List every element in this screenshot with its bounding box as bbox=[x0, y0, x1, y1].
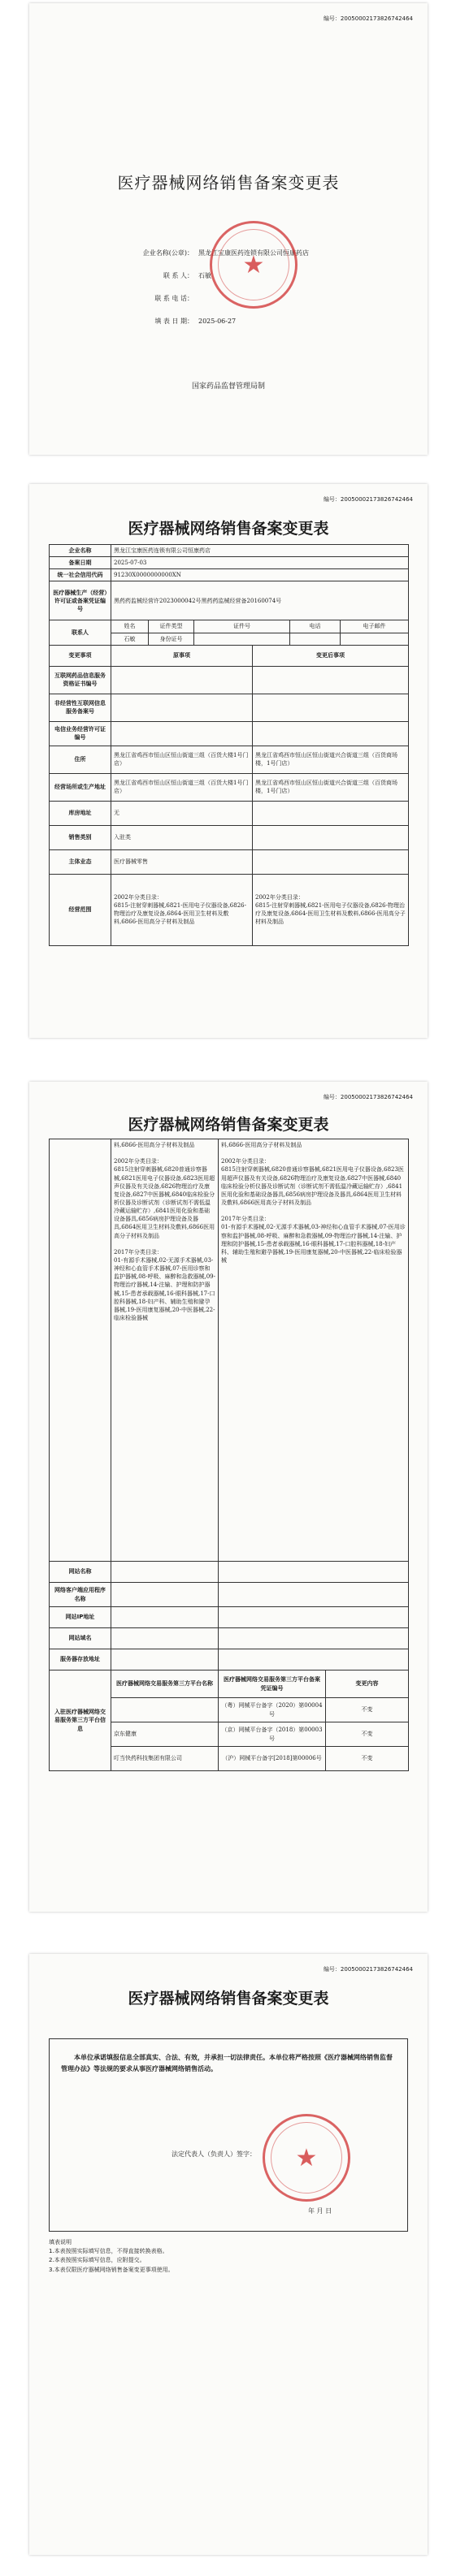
after-cell bbox=[219, 1649, 409, 1671]
change-header-row bbox=[50, 645, 409, 666]
form-page-3 bbox=[29, 1954, 428, 2555]
before-cell: 黑龙江省鸡西市恒山区恒山街道三组（百货大楼1号门店） bbox=[111, 746, 253, 773]
after-cell bbox=[253, 801, 409, 825]
cover-page bbox=[29, 3, 428, 455]
document-number: 编号：20050002173826742464 bbox=[323, 496, 413, 503]
table-cell bbox=[194, 633, 290, 645]
table-cell: 身份证号 bbox=[149, 633, 194, 645]
row-label: 服务器存放地址 bbox=[50, 1649, 111, 1671]
table-row bbox=[50, 545, 409, 557]
table-cell bbox=[341, 633, 409, 645]
table-row bbox=[50, 1607, 409, 1628]
row-label: 电信业务经营许可证编号 bbox=[50, 721, 111, 746]
form-title: 医疗器械网络销售备案变更表 bbox=[128, 1990, 329, 2008]
before-cell bbox=[111, 1607, 219, 1628]
scope-continued-row bbox=[50, 1139, 409, 1562]
column-header: 医疗器械网络交易服务第三方平台备案凭证编号 bbox=[219, 1671, 326, 1698]
row-label: 医疗器械生产（经营）许可证或备案凭证编号 bbox=[50, 581, 111, 620]
column-header: 原事项 bbox=[111, 645, 253, 666]
after-cell bbox=[219, 1607, 409, 1628]
change-table-continued bbox=[49, 1139, 409, 1771]
row-label: 网站域名 bbox=[50, 1628, 111, 1649]
column-header: 姓名 bbox=[111, 620, 149, 633]
before-cell: 2002年分类目录： 6815-注射穿刺器械,6821-医用电子仪器设备,6826-物理治疗及康复设备,6864-医用卫生材料及敷料,6866-医用高分子材料及制品 bbox=[111, 874, 253, 945]
column-header: 证件类型 bbox=[149, 620, 194, 633]
column-header: 医疗器械网络交易服务第三方平台名称 bbox=[111, 1671, 219, 1698]
before-cell: 黑龙江省鸡西市恒山区恒山街道三组（百货大楼1号门店） bbox=[111, 773, 253, 801]
column-header: 电子邮件 bbox=[341, 620, 409, 633]
before-cell bbox=[111, 1562, 219, 1583]
row-value: 黑龙江宝康医药连锁有限公司恒康药店 bbox=[111, 545, 409, 557]
before-cell bbox=[111, 694, 253, 721]
issuer-footer: 国家药品监督管理局制 bbox=[191, 383, 265, 391]
row-label: 统一社会信用代码 bbox=[50, 569, 111, 581]
form-page-1 bbox=[29, 484, 428, 1038]
before-cell bbox=[111, 1583, 219, 1607]
note-item: 3.本表仅限医疗器械网络销售备案变更事项使用。 bbox=[49, 2266, 174, 2273]
row-label: 库房地址 bbox=[50, 801, 111, 825]
note-item: 2.本表按照实际填写信息，应附提交。 bbox=[49, 2257, 145, 2264]
after-cell bbox=[253, 666, 409, 694]
declaration-text: 本单位承诺填报信息全部真实、合法、有效，并承担一切法律责任。本单位将严格按照《医疗器械网络销售监督管理办法》等法规的要求从事医疗器械网络销售活动。 bbox=[61, 2054, 393, 2072]
table-row bbox=[50, 825, 409, 849]
document-number: 编号：20050002173826742464 bbox=[323, 15, 413, 22]
table-row bbox=[50, 557, 409, 569]
before-cell: 入驻类 bbox=[111, 825, 253, 849]
after-cell: 2002年分类目录： 6815-注射穿刺器械,6821-医用电子仪器设备,6826-物理治疗及康复设备,6864-医用卫生材料及敷料,6866-医用高分子材料及制品 bbox=[253, 874, 409, 945]
table-row bbox=[50, 1583, 409, 1607]
after-cell bbox=[253, 721, 409, 746]
after-cell bbox=[253, 825, 409, 849]
row-label: 经营场所或生产地址 bbox=[50, 773, 111, 801]
form-title: 医疗器械网络销售备案变更表 bbox=[128, 520, 329, 538]
table-row bbox=[50, 1649, 409, 1671]
fill-notes bbox=[49, 2238, 408, 2275]
field-label: 联 系 人： bbox=[163, 272, 193, 279]
after-cell: 料,6866-医用高分子材料及制品 2002年分类目录： 6815注射穿刺器械,6820普通诊察器械,6821医用电子仪器设备,6823医用超声仪器及有关设备,6826物理治疗及康复设备,6827中医器械,6840临床检验分析仪器及诊断试剂（诊断试剂不需低温冷藏运输贮存）,6841医用化验和基础设备器具,6856病房护理设备及器具,6864医用卫生材料及敷料,6866医用高分子材料及制品 2017年分类目录： 01-有源手术器械,02-无源手术器械,03-神经和心血管手术器械,07-医用诊察和监护器械,08-呼吸、麻醉和急救器械,09-物理治疗器械,14-注输、护理和防护器械,15-患者承载器械,16-眼科器械,17-口腔科器械,18-妇产科、辅助生殖和避孕器械,19-医用康复器械,20-中医器械,22-临床检验器械 bbox=[219, 1139, 409, 1562]
table-row bbox=[50, 849, 409, 874]
contact-person-field bbox=[135, 271, 211, 280]
table-cell: 石敏 bbox=[111, 633, 149, 645]
table-row bbox=[50, 569, 409, 581]
field-label: 填 表 日 期： bbox=[154, 318, 193, 325]
after-cell bbox=[219, 1628, 409, 1649]
table-cell: 不变 bbox=[326, 1747, 409, 1771]
after-cell: 黑龙江省鸡西市恒山区恒山街道兴合街道三组（百货商场楼，1号门店） bbox=[253, 773, 409, 801]
document-number: 编号：20050002173826742464 bbox=[323, 1966, 413, 1973]
table-row bbox=[50, 581, 409, 620]
note-item: 1.本表按照实际填写信息，不得直接转换表格。 bbox=[49, 2248, 168, 2255]
table-row bbox=[50, 666, 409, 694]
table-cell: 不变 bbox=[326, 1698, 409, 1722]
contact-header-row bbox=[50, 620, 409, 633]
row-label: 备案日期 bbox=[50, 557, 111, 569]
before-cell bbox=[111, 666, 253, 694]
column-header: 变更后事项 bbox=[253, 645, 409, 666]
form-title: 医疗器械网络销售备案变更表 bbox=[128, 1116, 329, 1134]
column-header: 变更事项 bbox=[50, 645, 111, 666]
field-value: 黑龙江宝康医药连锁有限公司恒康药店 bbox=[198, 249, 309, 257]
table-row bbox=[50, 694, 409, 721]
platform-header-row bbox=[50, 1671, 409, 1698]
row-label: 入驻医疗器械网络交易服务第三方平台信息 bbox=[50, 1671, 111, 1771]
row-value: 2025-07-03 bbox=[111, 557, 409, 569]
before-cell: 无 bbox=[111, 801, 253, 825]
row-label: 经营范围 bbox=[50, 874, 111, 945]
row-label: 联系人 bbox=[50, 620, 111, 645]
scope-row bbox=[50, 874, 409, 945]
after-cell bbox=[253, 849, 409, 874]
row-label: 网站名称 bbox=[50, 1562, 111, 1583]
column-header: 电话 bbox=[290, 620, 341, 633]
official-seal: ★ bbox=[210, 221, 297, 309]
table-row bbox=[50, 801, 409, 825]
form-page-2 bbox=[29, 1082, 428, 1912]
document-number: 编号：20050002173826742464 bbox=[323, 1094, 413, 1100]
table-cell: 京东健康 bbox=[111, 1722, 219, 1747]
notes-heading: 填表说明 bbox=[49, 2239, 72, 2245]
table-cell bbox=[111, 1698, 219, 1722]
signature-date: 年 月 日 bbox=[308, 2207, 332, 2215]
row-value: 91230X0000000000XN bbox=[111, 569, 409, 581]
declaration-box bbox=[49, 2038, 408, 2232]
row-label: 主体业态 bbox=[50, 849, 111, 874]
row-label: 企业名称 bbox=[50, 545, 111, 557]
before-cell: 料,6866-医用高分子材料及制品 2002年分类目录： 6815注射穿刺器械,6820普通诊察器械,6821医用电子仪器设备,6823医用超声仪器及有关设备,6826物理治疗及康复设备,6827中医器械,6840临床检验分析仪器及诊断试剂（诊断试剂不需低温冷藏运输贮存）,6841医用化验和基础设备器具,6856病房护理设备及器具,6864医用卫生材料及敷料,6866医用高分子材料及制品 2017年分类目录： 01-有源手术器械,02-无源手术器械,03-神经和心血管手术器械,07-医用诊察和监护器械,08-呼吸、麻醉和急救器械,09-物理治疗器械,14-注输、护理和防护器械,15-患者承载器械,16-眼科器械,17-口腔科器械,18-妇产科、辅助生殖和避孕器械,19-医用康复器械,20-中医器械,22-临床检验器械 bbox=[111, 1139, 219, 1562]
table-cell: 不变 bbox=[326, 1722, 409, 1747]
official-seal: ★ bbox=[263, 2114, 350, 2202]
table-row bbox=[50, 721, 409, 746]
table-cell: （京）网械平台备字（2018）第00003号 bbox=[219, 1722, 326, 1747]
table-cell: （粤）网械平台备字（2020）第00004号 bbox=[219, 1698, 326, 1722]
after-cell: 黑龙江省鸡西市恒山区恒山街道兴合街道三组（百货商场楼，1号门店） bbox=[253, 746, 409, 773]
field-label: 联 系 电 话： bbox=[154, 295, 193, 302]
table-row bbox=[50, 746, 409, 773]
field-label: 企业名称(公章)： bbox=[142, 249, 193, 257]
row-value: 黑药药监械经营许2023000042号黑药药监械经营备20160074号 bbox=[111, 581, 409, 620]
table-cell: （沪）网械平台备字[2018]第00006号 bbox=[219, 1747, 326, 1771]
fill-date-field bbox=[135, 317, 236, 326]
after-cell bbox=[219, 1562, 409, 1583]
after-cell bbox=[219, 1583, 409, 1607]
change-table bbox=[49, 544, 409, 946]
before-cell bbox=[111, 1628, 219, 1649]
after-cell bbox=[253, 694, 409, 721]
row-label bbox=[50, 1139, 111, 1562]
column-header: 证件号 bbox=[194, 620, 290, 633]
table-row bbox=[50, 1562, 409, 1583]
row-label: 非经营性互联网信息服务备案号 bbox=[50, 694, 111, 721]
signature-label: 法定代表人（负责人）签字： bbox=[172, 2150, 256, 2158]
field-value: 2025-06-27 bbox=[198, 318, 237, 325]
row-label: 互联网药品信息服务资格证书编号 bbox=[50, 666, 111, 694]
row-label: 网站IP地址 bbox=[50, 1607, 111, 1628]
row-label: 销售类别 bbox=[50, 825, 111, 849]
field-value bbox=[193, 295, 198, 302]
table-cell bbox=[290, 633, 341, 645]
table-row bbox=[50, 773, 409, 801]
table-row bbox=[50, 1628, 409, 1649]
before-cell bbox=[111, 1649, 219, 1671]
table-cell: 叮当快药科技集团有限公司 bbox=[111, 1747, 219, 1771]
contact-phone-field bbox=[135, 294, 198, 303]
before-cell bbox=[111, 721, 253, 746]
row-label: 住所 bbox=[50, 746, 111, 773]
before-cell: 医疗器械零售 bbox=[111, 849, 253, 874]
column-header: 变更内容 bbox=[326, 1671, 409, 1698]
row-label: 网络客户端应用程序名称 bbox=[50, 1583, 111, 1607]
field-value: 石敏 bbox=[198, 272, 211, 279]
cover-title: 医疗器械网络销售备案变更表 bbox=[117, 173, 340, 192]
